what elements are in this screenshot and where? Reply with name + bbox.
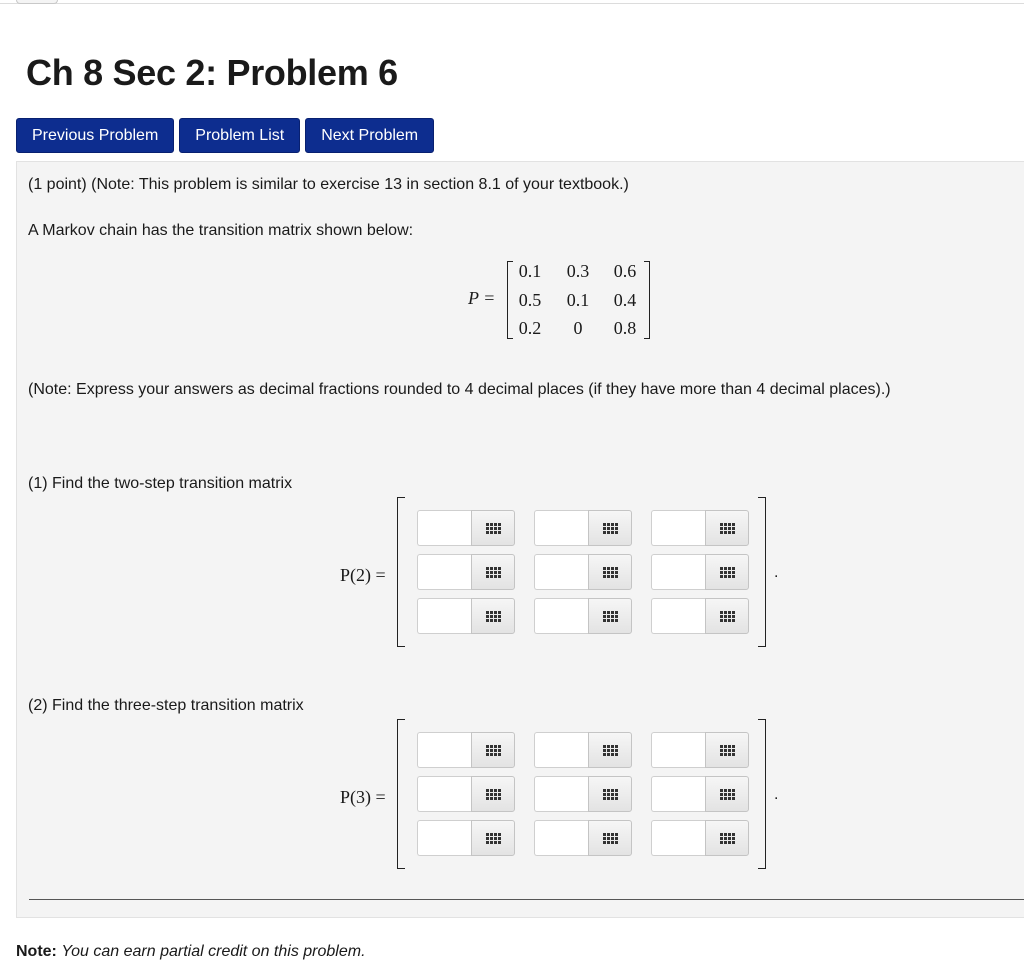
keypad-grid-icon (720, 611, 735, 622)
next-problem-button[interactable]: Next Problem (305, 118, 434, 153)
part2-answer-input[interactable] (651, 820, 705, 856)
note-label: Note: (16, 943, 57, 960)
partial-credit-note (16, 943, 366, 961)
keypad-grid-icon (603, 745, 618, 756)
problem-header: (1 point) (Note: This problem is similar to exercise 13 in section 8.1 of your textbook.) (28, 176, 629, 193)
part2-right-bracket (758, 719, 766, 869)
equation-editor-button[interactable] (471, 554, 515, 590)
part1-answer-cell (651, 598, 749, 634)
matrix-cell: 0.3 (566, 261, 590, 281)
matrix-cell: 0.2 (518, 318, 542, 338)
problem-intro: A Markov chain has the transition matrix shown below: (28, 222, 414, 239)
part1-answer-cell (651, 554, 749, 590)
part1-period: . (774, 564, 779, 581)
part1-answer-input[interactable] (534, 598, 588, 634)
equation-editor-button[interactable] (471, 820, 515, 856)
keypad-grid-icon (720, 745, 735, 756)
matrix-cell: 0.1 (566, 290, 590, 310)
keypad-grid-icon (720, 567, 735, 578)
part2-answer-input[interactable] (534, 776, 588, 812)
keypad-grid-icon (720, 833, 735, 844)
rounding-note: (Note: Express your answers as decimal fractions rounded to 4 decimal places (if they have more than 4 decimal places).) (28, 381, 891, 398)
part2-answer-cell (534, 732, 632, 768)
part1-answer-input[interactable] (534, 554, 588, 590)
equation-editor-button[interactable] (471, 510, 515, 546)
keypad-grid-icon (603, 789, 618, 800)
matrix-cell: 0.6 (613, 261, 637, 281)
equation-editor-button[interactable] (588, 776, 632, 812)
matrix-cell: 0.8 (613, 318, 637, 338)
equation-editor-button[interactable] (588, 732, 632, 768)
page-title: Ch 8 Sec 2: Problem 6 (26, 52, 398, 93)
part2-answer-input[interactable] (651, 732, 705, 768)
part1-answer-input[interactable] (417, 510, 471, 546)
part1-answer-input[interactable] (534, 510, 588, 546)
part2-answer-cell (417, 820, 515, 856)
part2-answer-cell (651, 776, 749, 812)
keypad-grid-icon (486, 567, 501, 578)
part2-period: . (774, 786, 779, 803)
keypad-grid-icon (603, 833, 618, 844)
equation-editor-button[interactable] (588, 820, 632, 856)
part1-answer-input[interactable] (651, 510, 705, 546)
part2-answer-cell (417, 732, 515, 768)
part2-label: P(3) = (340, 787, 386, 807)
problem-panel (16, 161, 1024, 918)
matrix-label: P = (468, 288, 496, 308)
part1-answer-cell (651, 510, 749, 546)
problem-list-button[interactable]: Problem List (179, 118, 300, 153)
matrix-cell: 0.4 (613, 290, 637, 310)
equation-editor-button[interactable] (705, 598, 749, 634)
part2-answer-input[interactable] (534, 820, 588, 856)
part1-left-bracket (397, 497, 405, 647)
part1-label: P(2) = (340, 565, 386, 585)
part1-answer-input[interactable] (651, 554, 705, 590)
part1-prompt: (1) Find the two-step transition matrix (28, 475, 293, 492)
part2-answer-cell (534, 776, 632, 812)
part1-answer-cell (534, 554, 632, 590)
keypad-grid-icon (486, 789, 501, 800)
part2-answer-input[interactable] (417, 732, 471, 768)
matrix-cell: 0.5 (518, 290, 542, 310)
part2-answer-input[interactable] (534, 732, 588, 768)
equation-editor-button[interactable] (471, 776, 515, 812)
part2-answer-input[interactable] (417, 820, 471, 856)
part2-answer-cell (417, 776, 515, 812)
part1-answer-input[interactable] (651, 598, 705, 634)
top-tab[interactable] (16, 0, 58, 4)
part1-answer-cell (534, 598, 632, 634)
part1-answer-cell (534, 510, 632, 546)
part1-right-bracket (758, 497, 766, 647)
part1-answer-cell (417, 554, 515, 590)
equation-editor-button[interactable] (705, 820, 749, 856)
equation-editor-button[interactable] (588, 554, 632, 590)
matrix-cell: 0 (573, 318, 583, 338)
note-text: You can earn partial credit on this problem. (61, 943, 366, 960)
equation-editor-button[interactable] (588, 598, 632, 634)
equation-editor-button[interactable] (588, 510, 632, 546)
part2-answer-cell (534, 820, 632, 856)
part1-answer-input[interactable] (417, 598, 471, 634)
keypad-grid-icon (486, 611, 501, 622)
panel-divider (29, 899, 1024, 900)
keypad-grid-icon (720, 789, 735, 800)
top-bar (0, 0, 1024, 4)
part2-answer-cell (651, 732, 749, 768)
equation-editor-button[interactable] (705, 554, 749, 590)
keypad-grid-icon (720, 523, 735, 534)
problem-nav (16, 118, 434, 153)
keypad-grid-icon (603, 523, 618, 534)
equation-editor-button[interactable] (471, 732, 515, 768)
equation-editor-button[interactable] (705, 776, 749, 812)
part2-prompt: (2) Find the three-step transition matrix (28, 697, 304, 714)
equation-editor-button[interactable] (471, 598, 515, 634)
part1-answer-cell (417, 510, 515, 546)
part1-answer-cell (417, 598, 515, 634)
keypad-grid-icon (603, 611, 618, 622)
keypad-grid-icon (486, 745, 501, 756)
part1-answer-input[interactable] (417, 554, 471, 590)
previous-problem-button[interactable]: Previous Problem (16, 118, 174, 153)
part2-answer-cell (651, 820, 749, 856)
part2-answer-input[interactable] (651, 776, 705, 812)
equation-editor-button[interactable] (705, 510, 749, 546)
keypad-grid-icon (486, 833, 501, 844)
keypad-grid-icon (486, 523, 501, 534)
part2-left-bracket (397, 719, 405, 869)
part2-answer-input[interactable] (417, 776, 471, 812)
matrix-cell: 0.1 (518, 261, 542, 281)
equation-editor-button[interactable] (705, 732, 749, 768)
keypad-grid-icon (603, 567, 618, 578)
